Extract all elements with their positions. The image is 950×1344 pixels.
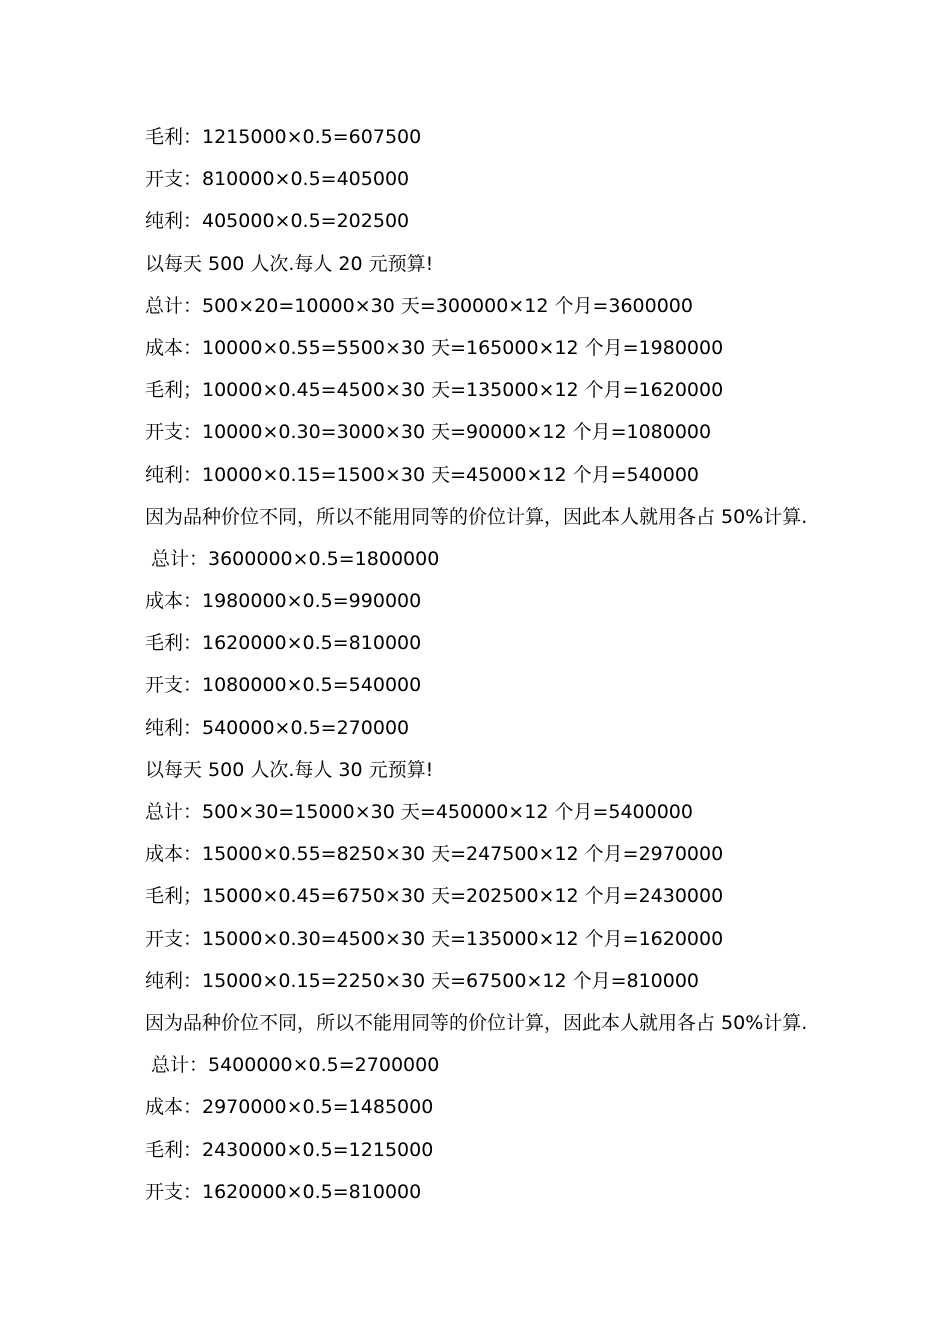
text-line: 毛利：2430000×0.5=1215000 [145, 1138, 434, 1161]
document-body [145, 116, 845, 1213]
text-line: 毛利；15000×0.45=6750×30 天=202500×12 个月=2430000 [145, 885, 724, 908]
text-line: 纯利：405000×0.5=202500 [145, 210, 410, 233]
text-line: 纯利：15000×0.15=2250×30 天=67500×12 个月=810000 [145, 969, 700, 992]
text-line: 成本：15000×0.55=8250×30 天=247500×12 个月=2970000 [145, 843, 724, 866]
text-line: 总计：500×30=15000×30 天=450000×12 个月=5400000 [145, 801, 693, 823]
text-line: 纯利：540000×0.5=270000 [145, 716, 410, 739]
text-line: 开支：15000×0.30=4500×30 天=135000×12 个月=1620000 [145, 927, 724, 950]
text-line: 总计：3600000×0.5=1800000 [151, 547, 440, 570]
text-line: 开支：810000×0.5=405000 [145, 168, 410, 191]
text-line: 总计：5400000×0.5=2700000 [151, 1054, 440, 1077]
text-line: 开支：1620000×0.5=810000 [145, 1180, 422, 1203]
text-line: 毛利：1215000×0.5=607500 [145, 126, 422, 148]
text-line: 开支：10000×0.30=3000×30 天=90000×12 个月=1080000 [145, 421, 712, 444]
text-line: 成本：1980000×0.5=990000 [145, 590, 422, 613]
text-line: 因为品种价位不同，所以不能用同等的价位计算，因此本人就用各占 50%计算. [145, 1011, 808, 1034]
text-line: 毛利：1620000×0.5=810000 [145, 632, 422, 655]
text-line: 开支：1080000×0.5=540000 [145, 674, 422, 697]
text-line: 因为品种价位不同，所以不能用同等的价位计算，因此本人就用各占 50%计算. [145, 505, 808, 528]
text-line: 以每天 500 人次.每人 20 元预算! [145, 252, 434, 275]
text-line: 成本：10000×0.55=5500×30 天=165000×12 个月=1980000 [145, 336, 724, 359]
text-line: 毛利；10000×0.45=4500×30 天=135000×12 个月=1620000 [145, 379, 724, 402]
text-line: 总计：500×20=10000×30 天=300000×12 个月=3600000 [145, 294, 693, 317]
text-line: 纯利：10000×0.15=1500×30 天=45000×12 个月=540000 [145, 463, 700, 486]
text-line: 以每天 500 人次.每人 30 元预算! [145, 758, 434, 781]
text-line: 成本：2970000×0.5=1485000 [145, 1096, 434, 1119]
